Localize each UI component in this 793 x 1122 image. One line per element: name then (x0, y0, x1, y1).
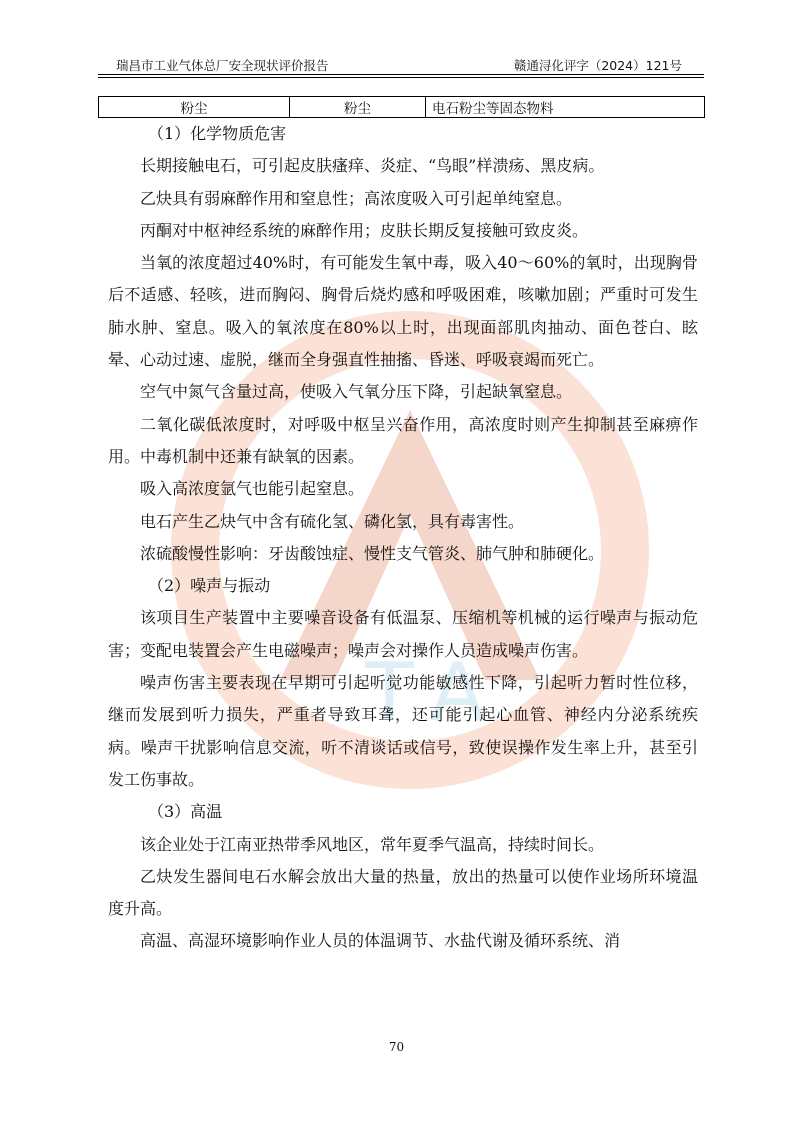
document-number: 赣通浔化评字（2024）121号 (513, 58, 682, 73)
section-heading: （1）化学物质危害 (148, 124, 287, 143)
hazard-table (98, 96, 705, 118)
page-header (98, 56, 704, 75)
svg-text:T: T (365, 646, 414, 739)
paragraph: 乙炔具有弱麻醉作用和窒息性；高浓度吸入可引起单纯窒息。 (140, 188, 573, 208)
table-cell: 电石粉尘等固态物料 (426, 97, 705, 118)
paragraph: 该企业处于江南亚热带季风地区，常年夏季气温高，持续时间长。 (140, 834, 605, 854)
paragraph: 当氧的浓度超过40%时，有可能发生氧中毒，吸入40～60%的氧时，出现胸骨后不适感、轻咳，进而胸闷、胸骨后烧灼感和呼吸困难，咳嗽加剧；严重时可发生肺水肿、窒息。吸入的氧浓度在80%以上时，出现面部肌肉抽动、面色苍白、眩晕、心动过速、虚脱，继而全身强直性抽搐、昏迷、呼吸衰竭而死亡。 (108, 253, 698, 370)
section-heading: （2）噪声与振动 (148, 576, 271, 596)
document-body (108, 118, 698, 958)
paragraph: 丙酮对中枢神经系统的麻醉作用；皮肤长期反复接触可致皮炎。 (140, 220, 589, 240)
table-row (99, 97, 705, 118)
paragraph: 浓硫酸慢性影响：牙齿酸蚀症、慢性支气管炎、肺气肿和肺硬化。 (140, 543, 605, 563)
report-title: 瑞昌市工业气体总厂安全现状评价报告 (116, 58, 329, 73)
header-rule (98, 77, 704, 78)
paragraph: 吸入高浓度氩气也能引起窒息。 (140, 479, 365, 499)
paragraph: 该项目生产装置中主要噪音设备有低温泵、压缩机等机械的运行噪声与振动危害；变配电装置会产生电磁噪声；噪声会对操作人员造成噪声伤害。 (108, 608, 698, 660)
paragraph: 乙炔发生器间电石水解会放出大量的热量，放出的热量可以使作业场所环境温度升高。 (108, 866, 698, 919)
paragraph: 电石产生乙炔气中含有硫化氢、磷化氢，具有毒害性。 (140, 511, 525, 531)
table-cell: 粉尘 (99, 97, 290, 118)
paragraph: 空气中氮气含量过高，使吸入气氧分压下降，引起缺氧窒息。 (140, 382, 573, 402)
paragraph: 噪声伤害主要表现在早期可引起听觉功能敏感性下降，引起听力暂时性位移，继而发展到听力损失，严重者导致耳聋，还可能引起心血管、神经内分泌系统疾病。噪声干扰影响信息交流，听不清谈话或信号，致使误操作发生率上升，甚至引发工伤事故。 (108, 673, 698, 789)
page-number: 70 (388, 1040, 405, 1054)
paragraph: 长期接触电石，可引起皮肤瘙痒、炎症、“鸟眼”样溃疡、黑皮病。 (140, 156, 605, 176)
paragraph: 高温、高湿环境影响作业人员的体温调节、水盐代谢及循环系统、消 (140, 931, 621, 951)
table-cell: 粉尘 (290, 97, 426, 118)
svg-text:A: A (430, 646, 485, 739)
section-heading: （3）高温 (148, 802, 223, 822)
paragraph: 二氧化碳低浓度时，对呼吸中枢呈兴奋作用，高浓度时则产生抑制甚至麻痹作用。中毒机制中还兼有缺氧的因素。 (108, 414, 698, 466)
